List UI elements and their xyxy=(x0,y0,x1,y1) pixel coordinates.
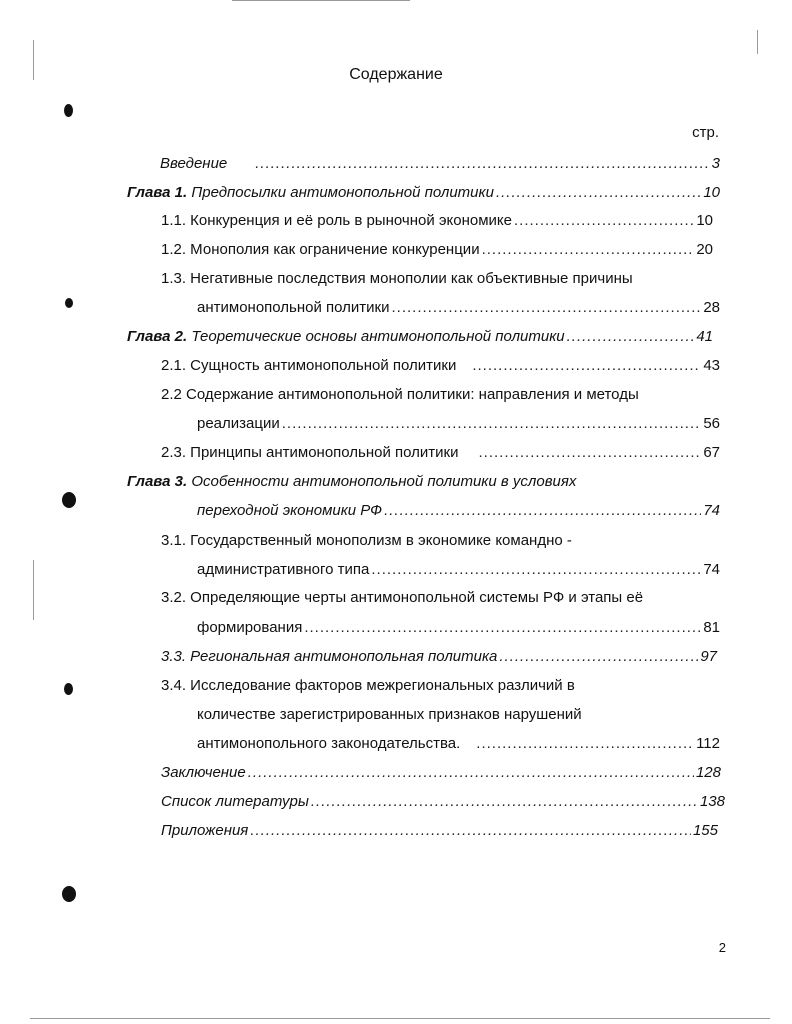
toc-entry-2-2-line1: 2.2 Содержание антимонопольной политики: направления и методы xyxy=(161,386,639,403)
toc-page: 74 xyxy=(703,502,720,519)
toc-label: административного типа xyxy=(197,561,370,578)
binder-hole-mark xyxy=(65,298,73,308)
binder-hole-mark xyxy=(62,886,76,902)
toc-entry-3-3 xyxy=(161,648,717,666)
toc-leader xyxy=(311,793,698,811)
toc-entry-1-2 xyxy=(161,241,713,259)
toc-leader xyxy=(255,155,709,173)
binder-hole-mark xyxy=(62,492,76,508)
toc-page: 3 xyxy=(711,155,720,172)
toc-entry-2-3 xyxy=(161,444,720,462)
toc-label: антимонопольной политики xyxy=(197,299,390,316)
toc-leader xyxy=(248,764,694,782)
toc-page: 138 xyxy=(699,793,725,810)
toc-leader xyxy=(392,299,702,317)
toc-entry-1-1 xyxy=(161,212,713,230)
toc-page: 112 xyxy=(696,735,720,752)
toc-leader xyxy=(250,822,691,840)
toc-page: 128 xyxy=(695,764,721,781)
toc-label: Список литературы xyxy=(161,793,309,810)
toc-entry-chapter-3 xyxy=(197,502,720,520)
toc-label: Введение xyxy=(160,155,228,172)
toc-leader xyxy=(476,735,694,753)
toc-page: 10 xyxy=(703,184,720,201)
toc-chapter-prefix: Глава 1. xyxy=(127,184,188,201)
toc-label: 1.2. Монополия как ограничение конкуренции xyxy=(161,241,480,258)
toc-leader xyxy=(479,444,702,462)
toc-entry-3-2-line1: 3.2. Определяющие черты антимонопольной системы РФ и этапы её xyxy=(161,589,644,606)
toc-page: 28 xyxy=(703,299,720,316)
toc-label: переходной экономики РФ xyxy=(197,502,383,519)
toc-leader xyxy=(371,561,701,579)
toc-page: 67 xyxy=(703,444,720,461)
toc-label: Приложения xyxy=(161,822,249,839)
toc-leader xyxy=(282,415,702,433)
toc-leader xyxy=(499,648,698,666)
toc-label: Особенности антимонопольной политики в условиях xyxy=(191,473,577,490)
toc-label: формирования xyxy=(197,619,303,636)
toc-entry-1-3-line1: 1.3. Негативные последствия монополии как объективные причины xyxy=(161,270,633,287)
toc-entry-1-3 xyxy=(197,299,720,317)
toc-label: 2.1. Сущность антимонопольной политики xyxy=(161,357,457,374)
toc-leader xyxy=(384,502,701,520)
page-title: Содержание xyxy=(349,66,443,83)
toc-entry-3-4-line1: 3.4. Исследование факторов межрегиональных различий в xyxy=(161,677,575,694)
binder-hole-mark xyxy=(64,104,73,117)
toc-chapter-prefix: Глава 3. xyxy=(127,473,188,490)
toc-label: 1.1. Конкуренция и её роль в рыночной экономике xyxy=(161,212,512,229)
toc-label: Теоретические основы антимонопольной политики xyxy=(191,328,565,345)
toc-page: 43 xyxy=(703,357,720,374)
page-column-label: стр. xyxy=(692,124,719,141)
toc-page: 20 xyxy=(696,241,713,258)
toc-leader xyxy=(472,357,701,375)
toc-entry-3-1-line1: 3.1. Государственный монополизм в экономике командно - xyxy=(161,532,572,549)
scan-line-right xyxy=(757,30,758,54)
toc-entry-2-1 xyxy=(161,357,720,375)
toc-entry-3-2 xyxy=(197,619,720,637)
toc-page: 10 xyxy=(696,212,713,229)
toc-page: 41 xyxy=(696,328,713,345)
toc-label: Заключение xyxy=(161,764,246,781)
toc-leader xyxy=(567,328,695,346)
toc-entry-intro xyxy=(160,155,720,173)
toc-label: 2.3. Принципы антимонопольной политики xyxy=(161,444,459,461)
toc-label: реализации xyxy=(197,415,280,432)
toc-page: 56 xyxy=(703,415,720,432)
toc-label: 3.3. Региональная антимонопольная политика xyxy=(161,648,498,665)
toc-entry-3-1 xyxy=(197,561,720,579)
toc-entry-chapter-3-line1 xyxy=(127,473,576,491)
toc-leader xyxy=(482,241,695,259)
toc-chapter-prefix: Глава 2. xyxy=(127,328,188,345)
toc-entry-conclusion xyxy=(161,764,721,782)
toc-label: Предпосылки антимонопольной политики xyxy=(191,184,494,201)
toc-entry-3-4 xyxy=(197,735,720,753)
page-number: 2 xyxy=(718,940,726,955)
toc-page: 74 xyxy=(703,561,720,578)
toc-label: антимонопольного законодательства. xyxy=(197,735,461,752)
toc-leader xyxy=(514,212,694,230)
toc-entry-appendix xyxy=(161,822,718,840)
toc-leader xyxy=(304,619,701,637)
toc-entry-chapter-1 xyxy=(127,184,720,202)
scan-line-top xyxy=(232,0,410,1)
toc-page: 155 xyxy=(692,822,718,839)
toc-entry-2-2 xyxy=(197,415,720,433)
binder-hole-mark xyxy=(64,683,73,695)
toc-entry-3-4-line2: количестве зарегистрированных признаков нарушений xyxy=(197,706,582,723)
toc-entry-literature xyxy=(161,793,725,811)
scan-line-left-2 xyxy=(33,560,34,620)
toc-page: 97 xyxy=(700,648,717,665)
scan-line-bottom xyxy=(30,1018,770,1019)
toc-leader xyxy=(496,184,701,202)
toc-page: 81 xyxy=(703,619,720,636)
toc-entry-chapter-2 xyxy=(127,328,713,346)
